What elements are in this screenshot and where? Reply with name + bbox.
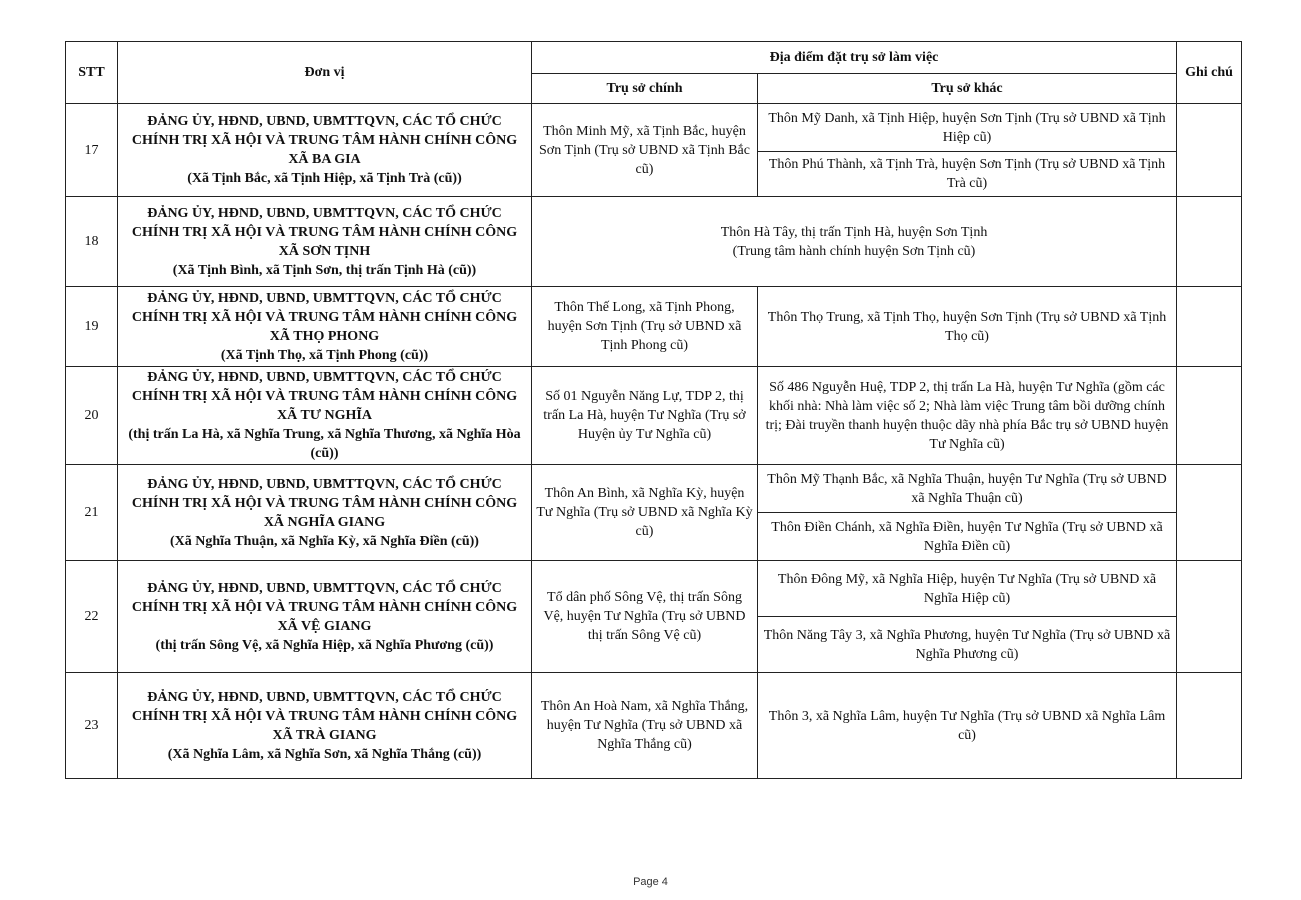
unit-name: ĐẢNG ỦY, HĐND, UBND, UBMTTQVN, CÁC TỔ CHỨC CHÍNH TRỊ XÃ HỘI VÀ TRUNG TÂM HÀNH CHÍNH CÔNG XÃ TRÀ GIANG — [131, 689, 518, 743]
row-stt: 22 — [66, 561, 118, 673]
unit-name: ĐẢNG ỦY, HĐND, UBND, UBMTTQVN, CÁC TỔ CHỨC CHÍNH TRỊ XÃ HỘI VÀ TRUNG TÂM HÀNH CHÍNH CÔNG XÃ NGHĨA GIANG — [131, 476, 518, 530]
main-office: Thôn An Hoà Nam, xã Nghĩa Thắng, huyện Tư Nghĩa (Trụ sở UBND xã Nghĩa Thắng cũ) — [532, 673, 758, 779]
other-office: Thôn 3, xã Nghĩa Lâm, huyện Tư Nghĩa (Trụ sở UBND xã Nghĩa Lâm cũ) — [758, 673, 1177, 779]
notes-cell — [1177, 104, 1242, 197]
row-unit — [118, 287, 532, 367]
unit-name: ĐẢNG ỦY, HĐND, UBND, UBMTTQVN, CÁC TỔ CHỨC CHÍNH TRỊ XÃ HỘI VÀ TRUNG TÂM HÀNH CHÍNH CÔNG XÃ THỌ PHONG — [131, 290, 518, 344]
unit-name: ĐẢNG ỦY, HĐND, UBND, UBMTTQVN, CÁC TỔ CHỨC CHÍNH TRỊ XÃ HỘI VÀ TRUNG TÂM HÀNH CHÍNH CÔNG XÃ SƠN TỊNH — [131, 205, 518, 259]
main-office: Thôn Minh Mỹ, xã Tịnh Bắc, huyện Sơn Tịnh (Trụ sở UBND xã Tịnh Bắc cũ) — [532, 104, 758, 197]
main-office: Thôn An Bình, xã Nghĩa Kỳ, huyện Tư Nghĩa (Trụ sở UBND xã Nghĩa Kỳ cũ) — [532, 465, 758, 561]
unit-name: ĐẢNG ỦY, HĐND, UBND, UBMTTQVN, CÁC TỔ CHỨC CHÍNH TRỊ XÃ HỘI VÀ TRUNG TÂM HÀNH CHÍNH CÔNG XÃ VỆ GIANG — [131, 580, 518, 634]
merged-office-note: (Trung tâm hành chính huyện Sơn Tịnh cũ) — [732, 243, 976, 259]
notes-cell — [1177, 367, 1242, 465]
row-stt: 21 — [66, 465, 118, 561]
header-location: Địa điểm đặt trụ sở làm việc — [532, 42, 1177, 74]
other-office: Thôn Thọ Trung, xã Tịnh Thọ, huyện Sơn Tịnh (Trụ sở UBND xã Tịnh Thọ cũ) — [758, 287, 1177, 367]
row-stt: 17 — [66, 104, 118, 197]
row-unit — [118, 104, 532, 197]
unit-former: (Xã Tịnh Thọ, xã Tịnh Phong (cũ)) — [220, 347, 429, 363]
table-row — [66, 561, 1242, 617]
notes-cell — [1177, 197, 1242, 287]
unit-former: (Xã Tịnh Bắc, xã Tịnh Hiệp, xã Tịnh Trà (cũ)) — [187, 171, 462, 186]
row-stt: 23 — [66, 673, 118, 779]
row-unit — [118, 465, 532, 561]
other-office: Số 486 Nguyễn Huệ, TDP 2, thị trấn La Hà, huyện Tư Nghĩa (gồm các khối nhà: Nhà làm việc số 2; Nhà làm việc Trung tâm bồi dưỡng chính trị; Đài truyền thanh huyện thuộc dãy nhà phía Bắc trụ sở UBND huyện Tư Nghĩa cũ) — [758, 367, 1177, 465]
header-notes: Ghi chú — [1177, 42, 1242, 104]
offices-table — [65, 41, 1242, 779]
other-office: Thôn Mỹ Danh, xã Tịnh Hiệp, huyện Sơn Tịnh (Trụ sở UBND xã Tịnh Hiệp cũ) — [758, 104, 1177, 152]
table-row — [66, 673, 1242, 779]
notes-cell — [1177, 673, 1242, 779]
notes-cell — [1177, 465, 1242, 561]
unit-former: (thị trấn Sông Vệ, xã Nghĩa Hiệp, xã Nghĩa Phương (cũ)) — [155, 637, 494, 653]
row-stt: 20 — [66, 367, 118, 465]
page-number: Page 4 — [633, 876, 668, 888]
other-office: Thôn Mỹ Thạnh Bắc, xã Nghĩa Thuận, huyện Tư Nghĩa (Trụ sở UBND xã Nghĩa Thuận cũ) — [758, 465, 1177, 513]
table-row — [66, 197, 1242, 287]
table-row — [66, 104, 1242, 152]
row-stt: 19 — [66, 287, 118, 367]
table-row — [66, 287, 1242, 367]
row-stt: 18 — [66, 197, 118, 287]
main-office: Thôn Thế Long, xã Tịnh Phong, huyện Sơn Tịnh (Trụ sở UBND xã Tịnh Phong cũ) — [532, 287, 758, 367]
other-office: Thôn Đông Mỹ, xã Nghĩa Hiệp, huyện Tư Nghĩa (Trụ sở UBND xã Nghĩa Hiệp cũ) — [758, 561, 1177, 617]
unit-former: (Xã Nghĩa Lâm, xã Nghĩa Sơn, xã Nghĩa Thắng (cũ)) — [167, 746, 482, 762]
main-office: Số 01 Nguyễn Năng Lự, TDP 2, thị trấn La Hà, huyện Tư Nghĩa (Trụ sở Huyện ủy Tư Nghĩa cũ) — [532, 367, 758, 465]
unit-name: ĐẢNG ỦY, HĐND, UBND, UBMTTQVN, CÁC TỔ CHỨC CHÍNH TRỊ XÃ HỘI VÀ TRUNG TÂM HÀNH CHÍNH CÔNG XÃ TƯ NGHĨA — [131, 370, 518, 423]
header-main-office: Trụ sở chính — [532, 74, 758, 104]
merged-office — [532, 197, 1177, 287]
row-unit — [118, 367, 532, 465]
row-unit — [118, 197, 532, 287]
unit-former: (thị trấn La Hà, xã Nghĩa Trung, xã Nghĩa Thương, xã Nghĩa Hòa (cũ)) — [128, 427, 521, 461]
table-row — [66, 465, 1242, 513]
header-stt: STT — [66, 42, 118, 104]
other-office: Thôn Phú Thành, xã Tịnh Trà, huyện Sơn Tịnh (Trụ sở UBND xã Tịnh Trà cũ) — [758, 152, 1177, 197]
row-unit — [118, 673, 532, 779]
header-unit: Đơn vị — [118, 42, 532, 104]
header-other-office: Trụ sở khác — [758, 74, 1177, 104]
other-office: Thôn Điền Chánh, xã Nghĩa Điền, huyện Tư Nghĩa (Trụ sở UBND xã Nghĩa Điền cũ) — [758, 513, 1177, 561]
notes-cell — [1177, 287, 1242, 367]
notes-cell — [1177, 561, 1242, 673]
row-unit — [118, 561, 532, 673]
main-office: Tổ dân phố Sông Vệ, thị trấn Sông Vệ, huyện Tư Nghĩa (Trụ sở UBND thị trấn Sông Vệ cũ) — [532, 561, 758, 673]
other-office: Thôn Năng Tây 3, xã Nghĩa Phương, huyện Tư Nghĩa (Trụ sở UBND xã Nghĩa Phương cũ) — [758, 617, 1177, 673]
table-row — [66, 367, 1242, 465]
merged-office-address: Thôn Hà Tây, thị trấn Tịnh Hà, huyện Sơn Tịnh — [720, 224, 988, 240]
unit-name: ĐẢNG ỦY, HĐND, UBND, UBMTTQVN, CÁC TỔ CHỨC CHÍNH TRỊ XÃ HỘI VÀ TRUNG TÂM HÀNH CHÍNH CÔNG XÃ BA GIA — [131, 114, 518, 167]
unit-former: (Xã Tịnh Bình, xã Tịnh Sơn, thị trấn Tịnh Hà (cũ)) — [172, 262, 477, 278]
unit-former: (Xã Nghĩa Thuận, xã Nghĩa Kỳ, xã Nghĩa Điền (cũ)) — [170, 533, 479, 549]
